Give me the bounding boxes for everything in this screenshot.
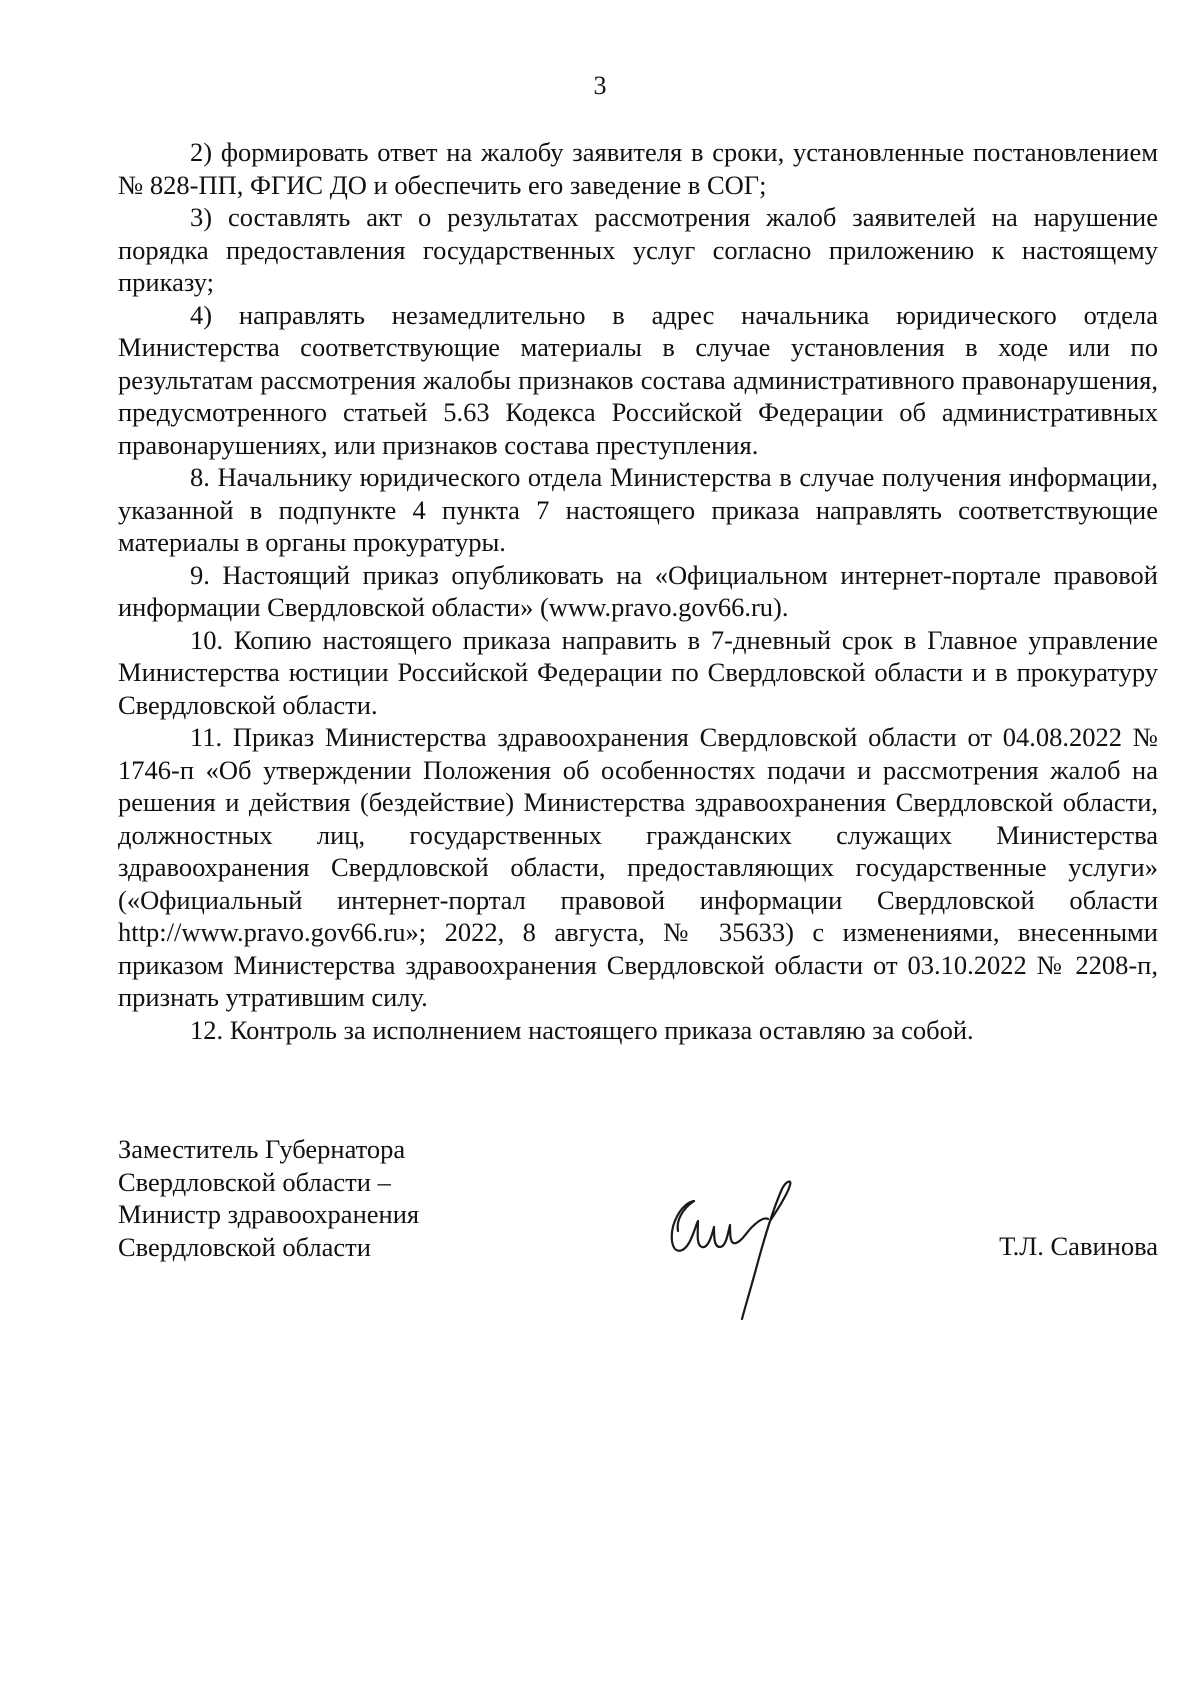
signatory-title-line: Свердловской области – [118,1166,391,1197]
paragraph-item-7-4: 4) направлять незамедлительно в адрес начальника юридического отдела Министерства соответствующие материалы в случае установления в ходе или по результатам рассмотрения жалобы признаков состава административного правонарушения, предусмотренного статьей 5.63 Кодекса Российской Федерации об административных правонарушениях, или признаков состава преступления. [118,299,1158,460]
handwritten-signature [658,1161,808,1321]
paragraph-9: 9. Настоящий приказ опубликовать на «Официальном интернет-портале правовой информации Свердловской области» (www.pravo.gov66.ru). [118,559,1158,622]
page-number: 3 [593,71,607,100]
signatory-title-line: Заместитель Губернатора [118,1134,406,1164]
paragraph-10: 10. Копию настоящего приказа направить в 7-дневный срок в Главное управление Министерства юстиции Российской Федерации по Свердловской области и в прокуратуру Свердловской области. [118,624,1158,720]
signatory-title [118,1133,419,1263]
signatory-name: Т.Л. Савинова [999,1231,1158,1261]
document-body [118,136,1158,1046]
paragraph-12: 12. Контроль за исполнением настоящего приказа оставляю за собой. [190,1014,974,1045]
paragraph-item-7-3: 3) составлять акт о результатах рассмотрения жалоб заявителей на нарушение порядка предоставления государственных услуг согласно приложению к настоящему приказу; [118,202,1158,297]
signature-block [118,1133,1158,1333]
paragraph-11: 11. Приказ Министерства здравоохранения Свердловской области от 04.08.2022 № 1746-п «Об утверждении Положения об особенностях подачи и рассмотрения жалоб на решения и действия (бездействие) Министерства здравоохранения Свердловской области, должностных лиц, государственных гражданских служащих Министерства здравоохранения Свердловской области, предоставляющих государственные услуги» («Официальный интернет-портал правовой информации Свердловской области http://www.pravo.gov66.ru»; 2022, 8 августа, № 35633) с изменениями, внесенными приказом Министерства здравоохранения Свердловской области от 03.10.2022 № 2208-п, признать утратившим силу. [118,722,1158,1012]
paragraph-8: 8. Начальнику юридического отдела Министерства в случае получения информации, указанной в подпункте 4 пункта 7 настоящего приказа направлять соответствующие материалы в органы прокуратуры. [118,462,1158,557]
signatory-title-line: Министр здравоохранения [118,1199,420,1229]
paragraph-item-7-2: 2) формировать ответ на жалобу заявителя в сроки, установленные постановлением № 828-ПП, ФГИС ДО и обеспечить его заведение в СОГ; [118,137,1158,200]
signatory-title-line: Свердловской области [118,1231,371,1262]
